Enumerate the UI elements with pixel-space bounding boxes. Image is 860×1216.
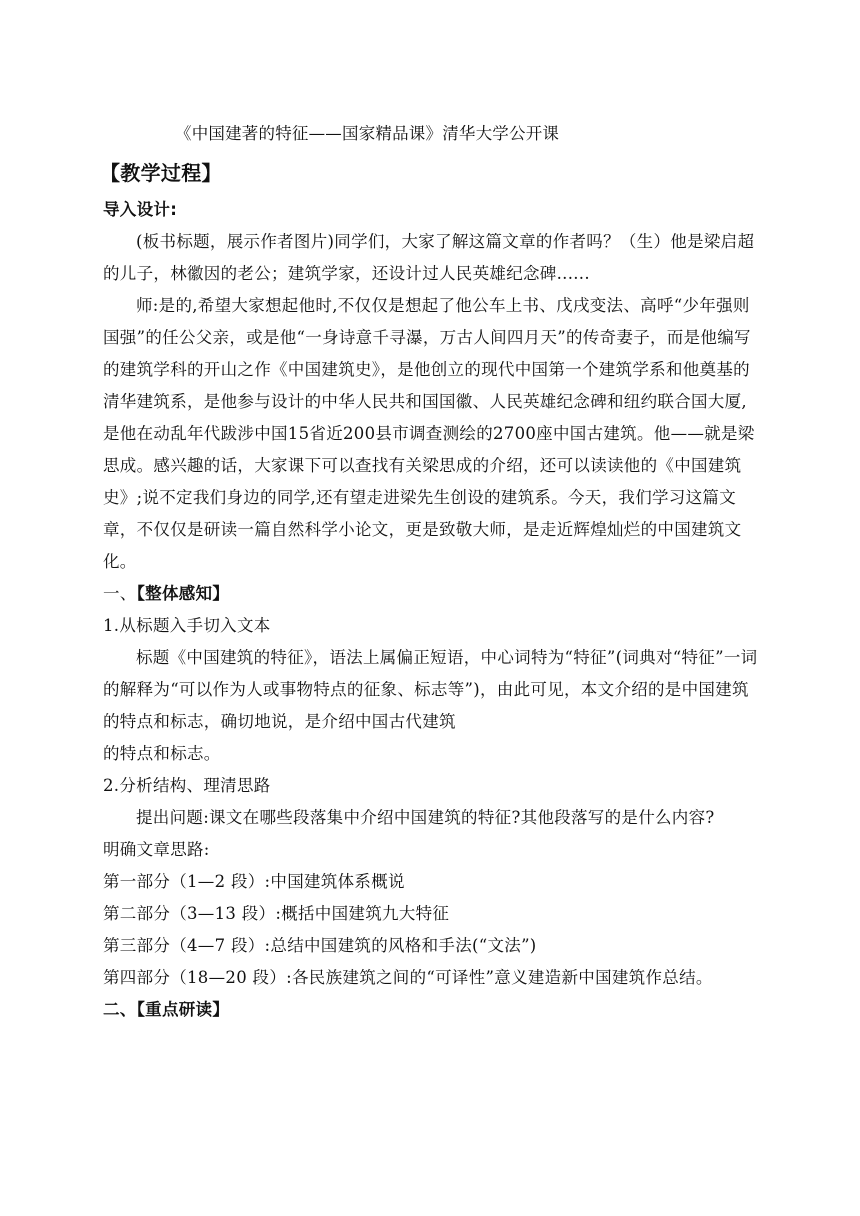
- section-1-title: 【整体感知】: [136, 584, 230, 603]
- part-line-4: 第四部分（18—20 段）:各民族建筑之间的“可译性”意义建造新中国建筑作总结。: [103, 968, 713, 987]
- section-1-paragraph-1: 标题《中国建筑的特征》，语法上属偏正短语，中心词特为“特征”(词典对“特征”一词的解释为“可以作为人或事物特点的征象、标志等”)，由此可见，本文介绍的是中国建筑的特点和标志，确切地说，是介绍中国古代建筑: [103, 648, 758, 731]
- section-1-item-1: 1.从标题入手切入文本: [103, 616, 271, 635]
- intro-paragraph-2: 师:是的,希望大家想起他时,不仅仅是想起了他公车上书、戊戌变法、高呼“少年强则国强”的任公父亲，或是他“一身诗意千寻瀑，万古人间四月天”的传奇妻子，而是他编写的建筑学科的开山之作《中国建筑史》，是他创立的现代中国第一个建筑学系和他奠基的清华建筑系，是他参与设计的中华人民共和国国徽、人民英雄纪念碑和纽约联合国大厦,是他在动乱年代跋涉中国15省近200县市调查测绘的2700座中国古建筑。他——就是梁思成。感兴趣的话，大家课下可以查找有关梁思成的介绍，还可以读读他的《中国建筑史》;说不定我们身边的同学,还有望走进梁先生创设的建筑系。今天，我们学习这篇文章，不仅仅是研读一篇自然科学小论文，更是致敬大师，是走近辉煌灿烂的中国建筑文化。: [103, 296, 755, 571]
- part-line-1: 第一部分（1—2 段）:中国建筑体系概说: [103, 872, 405, 891]
- section-1-number: 一、: [103, 584, 137, 603]
- intro-paragraph-1: (板书标题，展示作者图片)同学们，大家了解这篇文章的作者吗？（生）他是梁启超的儿子，林徽因的老公；建筑学家，还设计过人民英雄纪念碑......: [103, 232, 755, 283]
- part-line-2: 第二部分（3—13 段）:概括中国建筑九大特征: [103, 904, 450, 923]
- section-1-paragraph-2: 提出问题:课文在哪些段落集中介绍中国建筑的特征?其他段落写的是什么内容?: [136, 808, 715, 827]
- section-1-heading: [103, 578, 760, 610]
- section-2-heading: 二、【重点研读】: [103, 1000, 230, 1019]
- section-1-paragraph-1-continued: 的特点和标志。: [103, 744, 221, 763]
- main-heading: 【教学过程】: [100, 161, 222, 185]
- part-line-3: 第三部分（4—7 段）:总结中国建筑的风格和手法(“文法”): [103, 936, 537, 955]
- clarify-line: 明确文章思路:: [103, 840, 210, 859]
- section-1-item-2: 2.分析结构、理清思路: [103, 776, 271, 795]
- document-body: [100, 156, 760, 1026]
- document-header-title: 《中国建著的特征——国家精品课》清华大学公开课: [175, 124, 560, 143]
- intro-heading: 导入设计:: [103, 200, 178, 219]
